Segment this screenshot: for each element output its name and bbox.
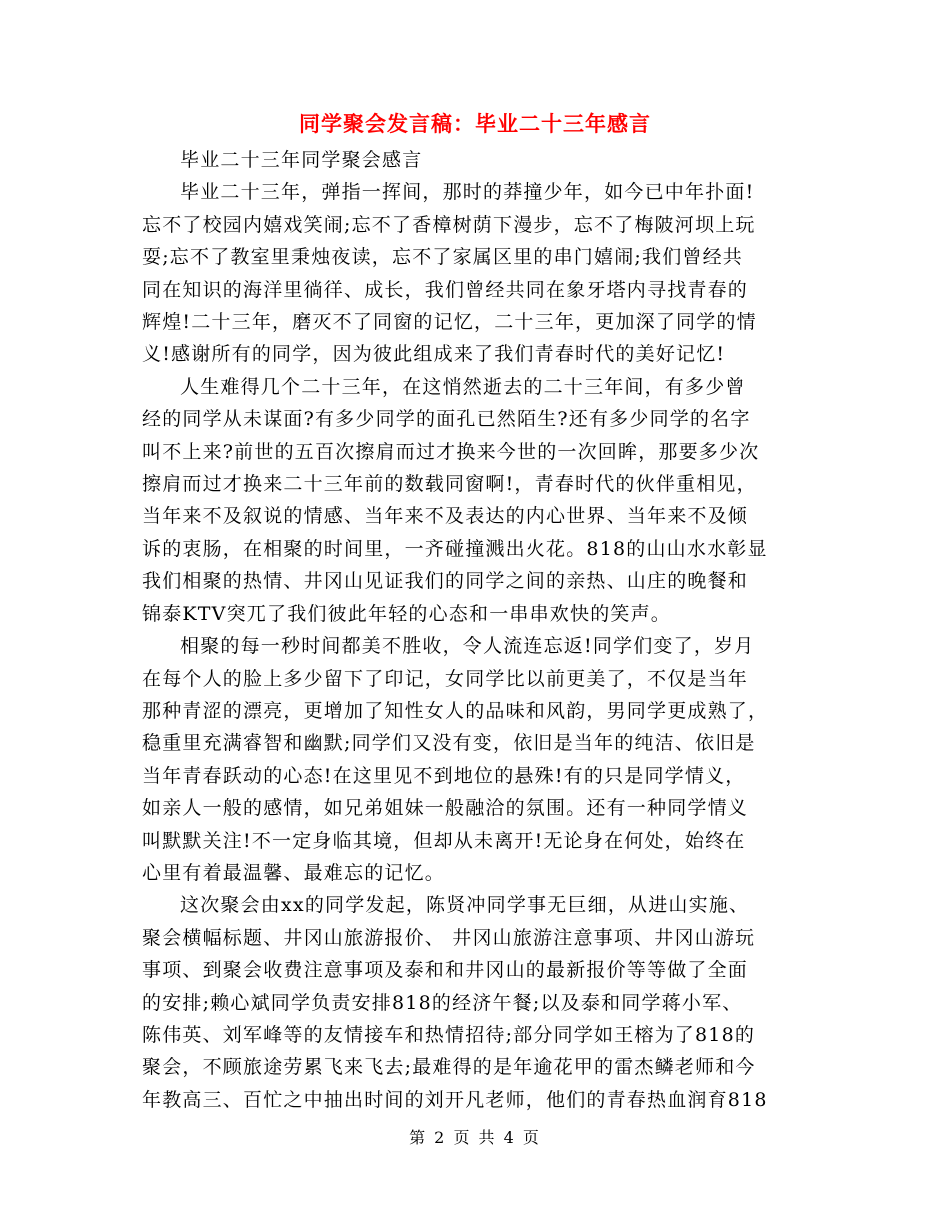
paragraph-line: 忘不了校园内嬉戏笑闹;忘不了香樟树荫下漫步，忘不了梅陂河坝上玩	[142, 213, 756, 236]
paragraph-line: 年教高三、百忙之中抽出时间的刘开凡老师，他们的青春热血润育818	[142, 1088, 768, 1111]
paragraph-line: 锦泰KTV突兀了我们彼此年轻的心态和一串串欢快的笑声。	[142, 602, 671, 625]
paragraph-line: 心里有着最温馨、最难忘的记忆。	[142, 861, 446, 884]
paragraph-line: 聚会，不顾旅途劳累飞来飞去;最难得的是年逾花甲的雷杰鳞老师和今	[142, 1056, 756, 1079]
paragraph-line: 当年来不及叙说的情感、当年来不及表达的内心世界、当年来不及倾	[142, 505, 749, 528]
paragraph-line: 聚会横幅标题、井冈山旅游报价、 井冈山旅游注意事项、井冈山游玩	[142, 926, 756, 949]
paragraph-line: 耍;忘不了教室里秉烛夜读，忘不了家属区里的串门嬉闹;我们曾经共	[142, 246, 744, 269]
paragraph-line: 陈伟英、刘军峰等的友情接车和热情招待;部分同学如王榕为了818的	[142, 1023, 756, 1046]
subtitle-line: 毕业二十三年同学聚会感言	[180, 149, 423, 171]
paragraph-line: 那种青涩的漂亮，更增加了知性女人的品味和风韵，男同学更成熟了，	[142, 699, 769, 722]
paragraph-line: 擦肩而过才换来二十三年前的数载同窗啊!，青春时代的伙伴重相见，	[142, 473, 757, 496]
page-footer: 第 2 页 共 4 页	[409, 1128, 541, 1147]
paragraph-line: 稳重里充满睿智和幽默;同学们又没有变，依旧是当年的纯洁、依旧是	[142, 732, 756, 755]
paragraph-line: 叫默默关注!不一定身临其境，但却从未离开!无论身在何处，始终在	[142, 829, 746, 852]
paragraph-line: 事项、到聚会收费注意事项及泰和和井冈山的最新报价等等做了全面	[142, 959, 749, 982]
paragraph-line: 在每个人的脸上多少留下了印记，女同学比以前更美了，不仅是当年	[142, 667, 749, 690]
document-body	[142, 144, 810, 1116]
paragraph-line: 这次聚会由xx的同学发起，陈贤冲同学事无巨细，从进山实施、	[180, 894, 750, 917]
paragraph-line: 当年青春跃动的心态!在这里见不到地位的悬殊!有的只是同学情义，	[142, 764, 746, 787]
paragraph-line: 叫不上来?前世的五百次擦肩而过才换来今世的一次回眸，那要多少次	[142, 440, 760, 463]
paragraph-line: 诉的衷肠，在相聚的时间里，一齐碰撞溅出火花。818的山山水水彰显	[142, 537, 768, 560]
paragraph-line: 辉煌!二十三年，磨灭不了同窗的记忆，二十三年，更加深了同学的情	[142, 311, 757, 334]
paragraph-line: 经的同学从未谋面?有多少同学的面孔已然陌生?还有多少同学的名字	[142, 408, 751, 431]
paragraph-line: 毕业二十三年，弹指一挥间，那时的莽撞少年，如今已中年扑面!	[180, 181, 755, 204]
paragraph-line: 如亲人一般的感情，如兄弟姐妹一般融洽的氛围。还有一种同学情义	[142, 797, 749, 820]
document-title: 同学聚会发言稿：毕业二十三年感言	[299, 112, 651, 136]
paragraph-line: 的安排;赖心斌同学负责安排818的经济午餐;以及泰和同学蒋小军、	[142, 991, 743, 1014]
paragraph-line: 义!感谢所有的同学，因为彼此组成来了我们青春时代的美好记忆!	[142, 343, 726, 366]
paragraph-line: 人生难得几个二十三年，在这悄然逝去的二十三年间，有多少曾	[180, 375, 746, 398]
paragraph-line: 相聚的每一秒时间都美不胜收，令人流连忘返!同学们变了，岁月	[180, 635, 755, 658]
paragraph-line: 同在知识的海洋里徜徉、成长，我们曾经共同在象牙塔内寻找青春的	[142, 278, 749, 301]
paragraph-line: 我们相聚的热情、井冈山见证我们的同学之间的亲热、山庄的晚餐和	[142, 570, 749, 593]
